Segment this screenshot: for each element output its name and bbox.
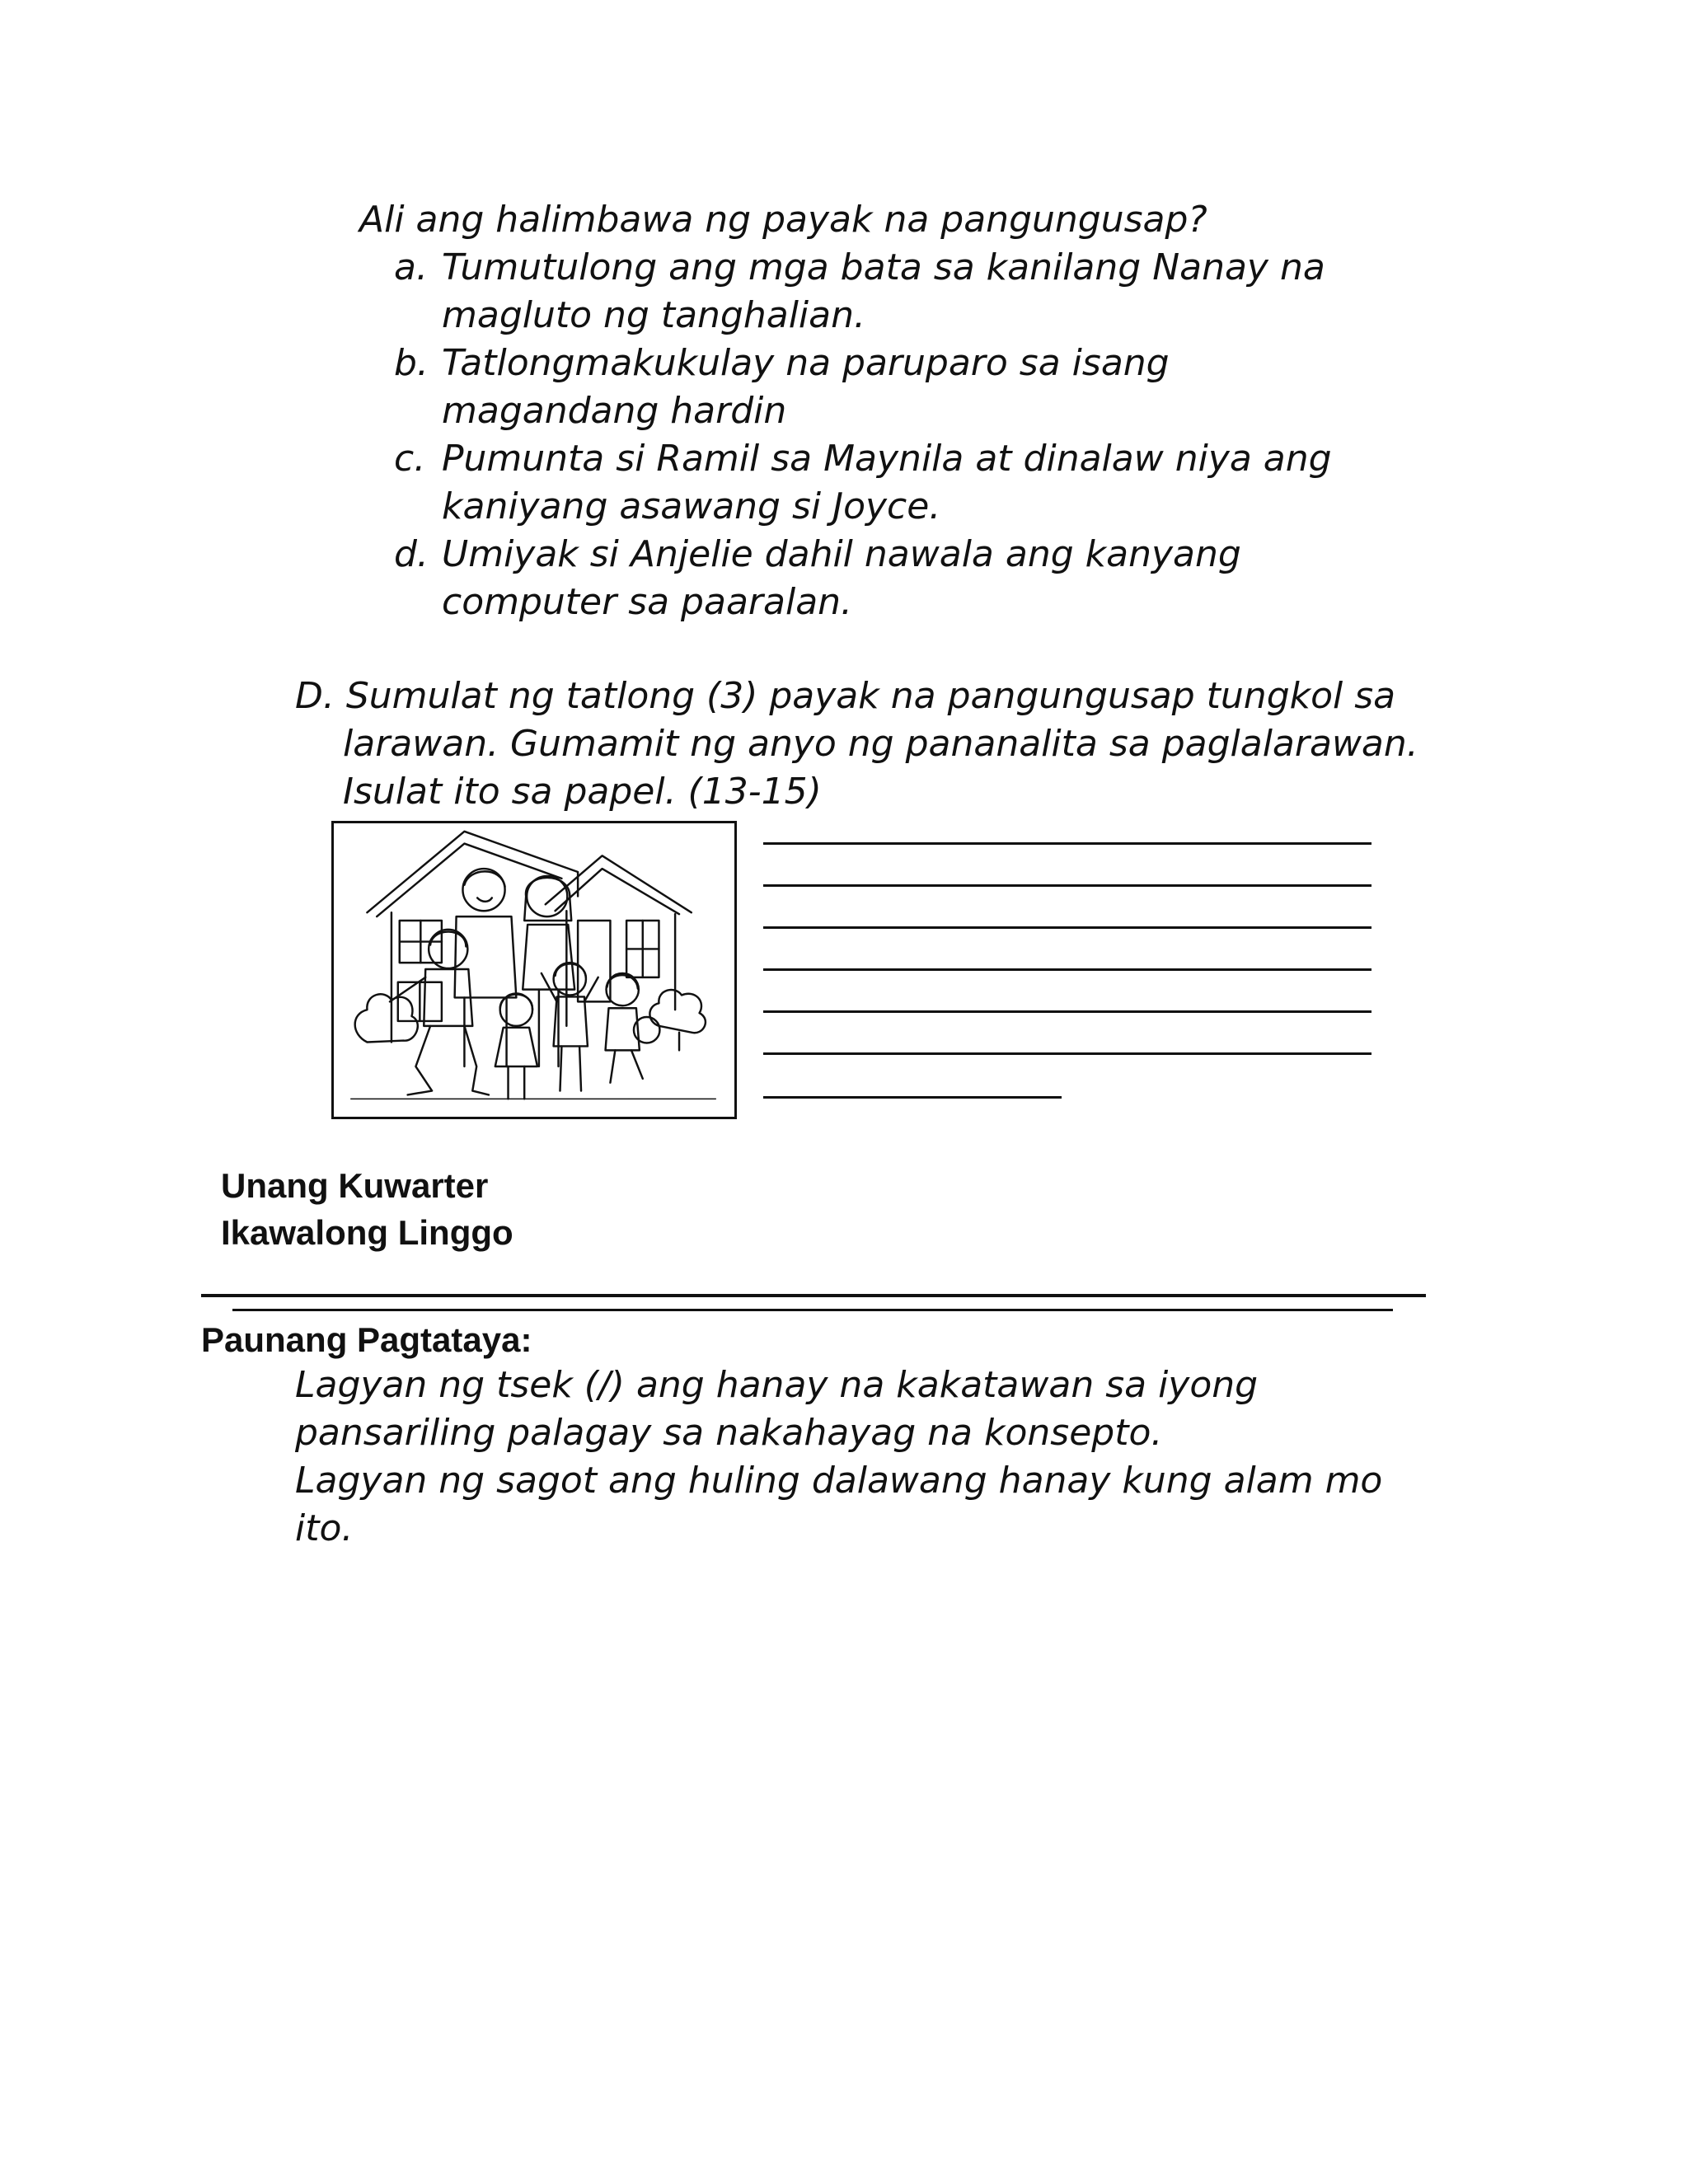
section-d-line2: larawan. Gumamit ng anyo ng pananalita sa paglalarawan. (343, 723, 1418, 765)
writing-line[interactable] (763, 1052, 1372, 1055)
quarter-heading: Unang Kuwarter (221, 1166, 489, 1205)
choice-a-letter: a. (394, 246, 428, 288)
divider-rule (201, 1294, 1426, 1297)
choice-d-line1: Umiyak si Anjelie dahil nawala ang kanyang (442, 533, 1241, 575)
choice-c-letter: c. (394, 438, 426, 480)
choice-a-line2: magluto ng tanghalian. (442, 294, 865, 336)
choice-b-letter: b. (394, 342, 429, 384)
pretest-title: Paunang Pagtataya: (201, 1320, 532, 1359)
choice-b-line2: magandang hardin (442, 390, 787, 432)
divider-rule (232, 1309, 1393, 1311)
choice-b-line1: Tatlongmakukulay na paruparo sa isang (442, 342, 1170, 384)
choice-c-line1: Pumunta si Ramil sa Maynila at dinalaw niya ang (442, 438, 1332, 480)
pretest-line1: Lagyan ng tsek (/) ang hanay na kakatawan sa iyong (295, 1364, 1259, 1406)
writing-line[interactable] (763, 884, 1372, 887)
choice-d-letter: d. (394, 533, 429, 575)
section-d-line3: Isulat ito sa papel. (13-15) (343, 771, 822, 813)
choice-c-line2: kaniyang asawang si Joyce. (442, 485, 941, 527)
writing-line[interactable] (763, 968, 1372, 971)
writing-line[interactable] (763, 926, 1372, 929)
writing-line[interactable] (763, 842, 1372, 845)
writing-line[interactable] (763, 1096, 1062, 1099)
family-illustration (331, 821, 737, 1119)
pretest-line4: ito. (295, 1507, 354, 1549)
choice-a-line1: Tumutulong ang mga bata sa kanilang Nanay na (442, 246, 1325, 288)
week-heading: Ikawalong Linggo (221, 1213, 513, 1252)
question-prompt: Ali ang halimbawa ng payak na pangungusap? (359, 199, 1207, 241)
pretest-line3: Lagyan ng sagot ang huling dalawang hanay kung alam mo (295, 1460, 1383, 1502)
section-d-line1: D. Sumulat ng tatlong (3) payak na pangungusap tungkol sa (295, 675, 1396, 717)
writing-line[interactable] (763, 1010, 1372, 1013)
choice-d-line2: computer sa paaralan. (442, 581, 853, 623)
pretest-line2: pansariling palagay sa nakahayag na konsepto. (295, 1412, 1163, 1454)
